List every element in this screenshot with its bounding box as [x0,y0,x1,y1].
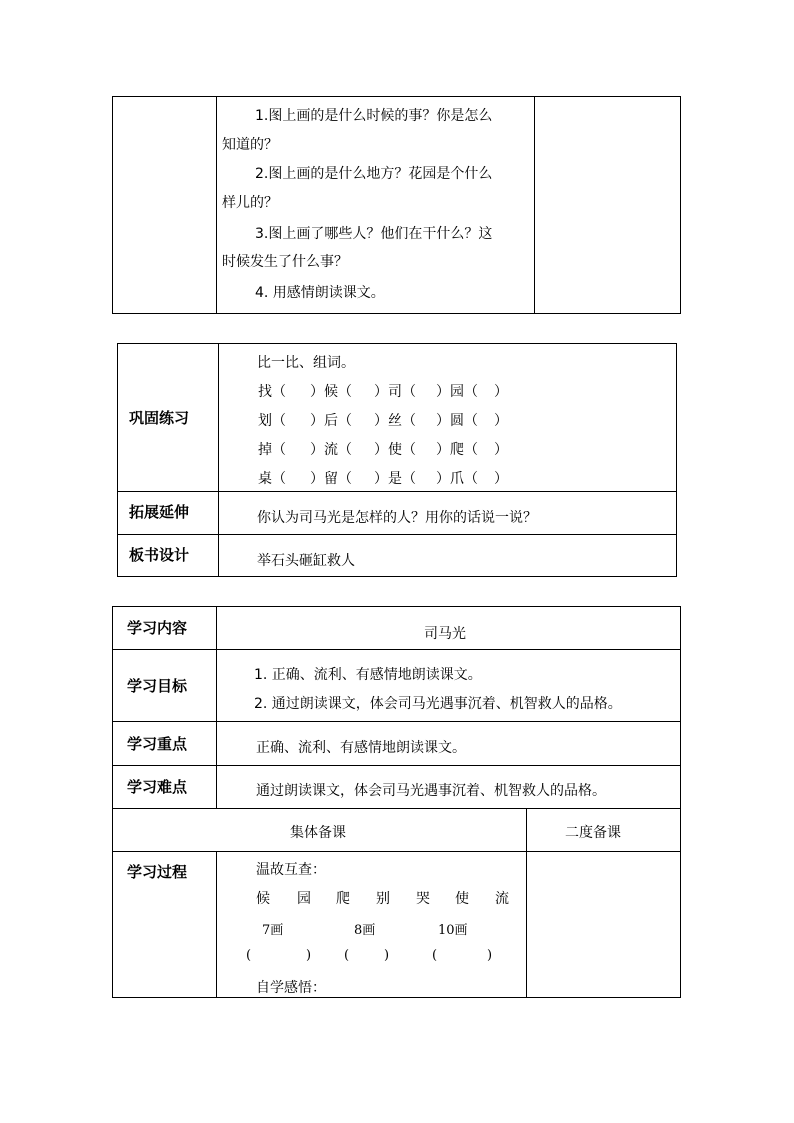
key-text: 正确、流利、有感情地朗读课文。 [256,740,466,756]
difficulty-text: 通过朗读课文，体会司马光遇事沉着、机智救人的品格。 [256,783,606,799]
review-chars [256,889,516,909]
paren: ) [306,948,312,963]
review-char: 流 [495,891,509,907]
paren: ( [432,948,438,963]
table-2 [117,343,677,577]
practice-cell: ）丝（ [374,413,416,429]
goal-line: 2. 通过朗读课文，体会司马光遇事沉着、机智救人的品格。 [254,696,622,712]
content-label: 学习内容 [127,619,188,637]
question-line: 2.图上画的是什么地方？花园是个什么 [255,166,493,182]
table-3-divider [216,851,217,998]
practice-cell: ）是（ [374,471,416,487]
table-1-divider [534,96,535,314]
practice-cell: ）园（ [436,384,478,400]
question-line: 3.图上画了哪些人？他们在干什么？这 [255,226,493,242]
key-label: 学习重点 [127,735,188,753]
board-text: 举石头砸缸救人 [257,553,355,569]
practice-cell: ）圆（ [436,413,478,429]
practice-cell: 桌（ [258,471,286,487]
practice-cell: 找（ [258,384,286,400]
practice-cell: ）爬（ [436,442,478,458]
practice-row [258,411,518,431]
practice-row [258,440,518,460]
practice-cell: 掉（ [258,442,286,458]
stroke-group: 8画 [354,923,376,938]
question-line: 4. 用感情朗读课文。 [255,285,385,301]
practice-cell: ）留（ [310,471,352,487]
question-line: 1.图上画的是什么时候的事？你是怎么 [255,108,493,124]
paren: ) [384,948,390,963]
stroke-group: 7画 [262,923,284,938]
practice-cell: 划（ [258,413,286,429]
practice-row [258,382,518,402]
review-char: 园 [297,891,311,907]
paren: ( [344,948,350,963]
table-3-divider [112,808,681,809]
question-line: 知道的？ [222,137,278,153]
goal-line: 1. 正确、流利、有感情地朗读课文。 [254,667,482,683]
table-3-divider [216,606,217,809]
practice-cell: ）司（ [374,384,416,400]
table-1 [112,96,681,314]
difficulty-label: 学习难点 [127,778,188,796]
practice-cell: ） [494,471,508,487]
practice-label: 巩固练习 [129,409,190,427]
review-title: 温故互查： [256,862,326,878]
question-line: 时候发生了什么事？ [222,254,348,270]
paren: ( [246,948,252,963]
practice-cell: ） [494,442,508,458]
practice-cell: ）后（ [310,413,352,429]
second-header: 二度备课 [565,825,621,841]
review-char: 哭 [416,891,430,907]
goal-label: 学习目标 [127,677,188,695]
table-2-divider [117,491,677,492]
board-label: 板书设计 [129,546,190,564]
extend-label: 拓展延伸 [129,503,190,521]
paren: ) [487,948,493,963]
table-3-divider [112,765,681,766]
practice-cell: ） [494,413,508,429]
practice-title: 比一比、组词。 [257,355,355,371]
table-3-divider [112,649,681,650]
practice-cell: ） [494,384,508,400]
stroke-groups [262,919,482,939]
stroke-group: 10画 [438,923,468,938]
practice-cell: ）流（ [310,442,352,458]
paren-blanks [246,948,506,968]
table-2-divider [218,343,219,577]
practice-cell: ）使（ [374,442,416,458]
content-value: 司马光 [424,626,466,642]
practice-cell: ）爪（ [436,471,478,487]
table-3-divider [112,721,681,722]
review-char: 爬 [336,891,350,907]
table-2-divider [117,534,677,535]
table-3-divider [112,851,681,852]
question-line: 样儿的？ [222,195,278,211]
practice-cell: ）候（ [310,384,352,400]
table-1-divider [216,96,217,314]
self-study: 自学感悟： [256,980,326,996]
review-char: 候 [256,891,270,907]
extend-text: 你认为司马光是怎样的人？用你的话说一说？ [257,510,537,526]
practice-row [258,469,518,489]
review-char: 使 [455,891,469,907]
table-3-divider [526,808,527,998]
process-label: 学习过程 [127,863,188,881]
collective-header: 集体备课 [290,825,346,841]
review-char: 别 [376,891,390,907]
